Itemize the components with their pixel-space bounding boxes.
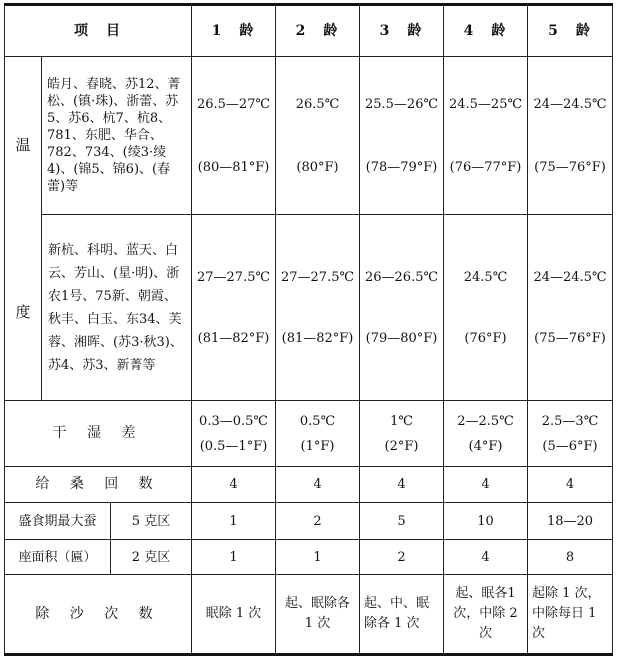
area-row-5g (5, 503, 613, 540)
temp-group2-age2 (276, 215, 360, 401)
header-age-1: 1 龄 (192, 5, 276, 57)
humidity-fahrenheit: (5—6°F) (542, 438, 598, 454)
header-item: 项 目 (5, 5, 192, 57)
temp-celsius: 24.5℃ (463, 269, 508, 285)
area-5g-age3: 5 (360, 503, 444, 540)
humidity-fahrenheit: (0.5—1°F) (199, 438, 268, 454)
temp-group2-age5 (528, 215, 613, 401)
cleaning-age1: 眠除 1 次 (192, 575, 276, 655)
temp-group1-age1 (192, 57, 276, 215)
silkworm-rearing-table-container (4, 3, 612, 656)
temp-row-group1 (5, 57, 613, 215)
humidity-celsius: 2.5—3℃ (541, 413, 599, 429)
area-2g-age1: 1 (192, 540, 276, 575)
area-row-5g-label (5, 503, 192, 540)
cleaning-age2: 起、眠除各 1 次 (276, 575, 360, 655)
area-2g-age4: 4 (444, 540, 528, 575)
temp-group1-age4 (444, 57, 528, 215)
temperature-label-top: 温 (15, 135, 31, 154)
area-label-top: 盛食期最大蚕 (18, 513, 97, 529)
feeding-age5: 4 (528, 467, 613, 503)
humidity-age3 (360, 401, 444, 467)
cleaning-row (5, 575, 613, 655)
area-sub-5g: 5 克区 (110, 503, 191, 539)
header-row (5, 5, 613, 57)
silkworm-rearing-table (4, 3, 613, 656)
cleaning-age4: 起、眠各1次，中除 2 次 (444, 575, 528, 655)
temperature-label-bottom: 度 (15, 302, 31, 321)
area-2g-age5: 8 (528, 540, 613, 575)
humidity-diff-row (5, 401, 613, 467)
feeding-age1: 4 (192, 467, 276, 503)
temp-group2-age1 (192, 215, 276, 401)
temp-group1-age5 (528, 57, 613, 215)
area-row-2g-label (5, 540, 192, 575)
temp-group2-varieties: 新杭、科明、蓝天、白云、芳山、(星·明)、浙农1号、75新、朝霞、秋丰、白玉、东34、芙蓉、湘晖、(苏3·秋3)、苏4、苏3、新菁等 (42, 215, 192, 401)
temp-group2-age4 (444, 215, 528, 401)
area-sub-2g: 2 克区 (110, 540, 191, 574)
feeding-row (5, 467, 613, 503)
humidity-celsius: 0.5℃ (299, 413, 336, 429)
feeding-age3: 4 (360, 467, 444, 503)
humidity-fahrenheit: (1°F) (300, 438, 335, 454)
temp-celsius: 24.5—25℃ (448, 96, 523, 112)
area-5g-age1: 1 (192, 503, 276, 540)
temp-celsius: 26—26.5℃ (364, 269, 439, 285)
header-age-2: 2 龄 (276, 5, 360, 57)
temp-fahrenheit: (75—76°F) (534, 330, 606, 346)
temp-fahrenheit: (75—76°F) (534, 159, 606, 175)
temp-group1-age3 (360, 57, 444, 215)
humidity-age4 (444, 401, 528, 467)
temperature-label (5, 57, 42, 401)
area-5g-age4: 10 (444, 503, 528, 540)
cleaning-age3: 起、中、眠除各 1 次 (360, 575, 444, 655)
temp-fahrenheit: (76°F) (464, 330, 507, 346)
header-age-5: 5 龄 (528, 5, 613, 57)
humidity-diff-label: 干 湿 差 (5, 401, 192, 467)
temp-fahrenheit: (81—82°F) (281, 330, 354, 346)
temp-celsius: 27—27.5℃ (280, 269, 355, 285)
humidity-age1 (192, 401, 276, 467)
feeding-label: 给 桑 回 数 (5, 467, 192, 503)
area-2g-age2: 1 (276, 540, 360, 575)
cleaning-label: 除 沙 次 数 (5, 575, 192, 655)
temp-fahrenheit: (78—79°F) (365, 159, 438, 175)
area-row-2g (5, 540, 613, 575)
humidity-fahrenheit: (2°F) (384, 438, 419, 454)
temp-fahrenheit: (80°F) (296, 159, 339, 175)
header-age-4: 4 龄 (444, 5, 528, 57)
temp-celsius: 24—24.5℃ (533, 96, 607, 112)
temp-row-group2 (5, 215, 613, 401)
feeding-age2: 4 (276, 467, 360, 503)
feeding-age4: 4 (444, 467, 528, 503)
temp-group1-varieties: 皓月、春晓、苏12、菁松、(镇·珠)、浙蕾、苏5、苏6、杭7、杭8、781、东肥、华合、782、734、(绫3·绫4)、(锦5、锦6)、(春蕾)等 (42, 57, 192, 215)
temp-celsius: 26.5—27℃ (196, 96, 271, 112)
temp-fahrenheit: (80—81°F) (197, 159, 270, 175)
area-label-bottom: 座面积（匾） (18, 549, 97, 565)
header-age-3: 3 龄 (360, 5, 444, 57)
temp-celsius: 26.5℃ (295, 96, 340, 112)
area-5g-age2: 2 (276, 503, 360, 540)
temp-group1-age2 (276, 57, 360, 215)
humidity-celsius: 0.3—0.5℃ (199, 413, 268, 429)
temp-fahrenheit: (79—80°F) (365, 330, 438, 346)
temp-group2-age3 (360, 215, 444, 401)
area-2g-age3: 2 (360, 540, 444, 575)
temp-fahrenheit: (81—82°F) (197, 330, 270, 346)
temp-fahrenheit: (76—77°F) (449, 159, 522, 175)
humidity-celsius: 1℃ (390, 413, 413, 429)
humidity-celsius: 2—2.5℃ (457, 413, 514, 429)
temp-celsius: 25.5—26℃ (364, 96, 439, 112)
humidity-age2 (276, 401, 360, 467)
temp-celsius: 24—24.5℃ (533, 269, 607, 285)
cleaning-age5: 起除 1 次，中除每日 1 次 (528, 575, 613, 655)
humidity-age5 (528, 401, 613, 467)
temp-celsius: 27—27.5℃ (196, 269, 271, 285)
area-5g-age5: 18—20 (528, 503, 613, 540)
humidity-fahrenheit: (4°F) (468, 438, 503, 454)
